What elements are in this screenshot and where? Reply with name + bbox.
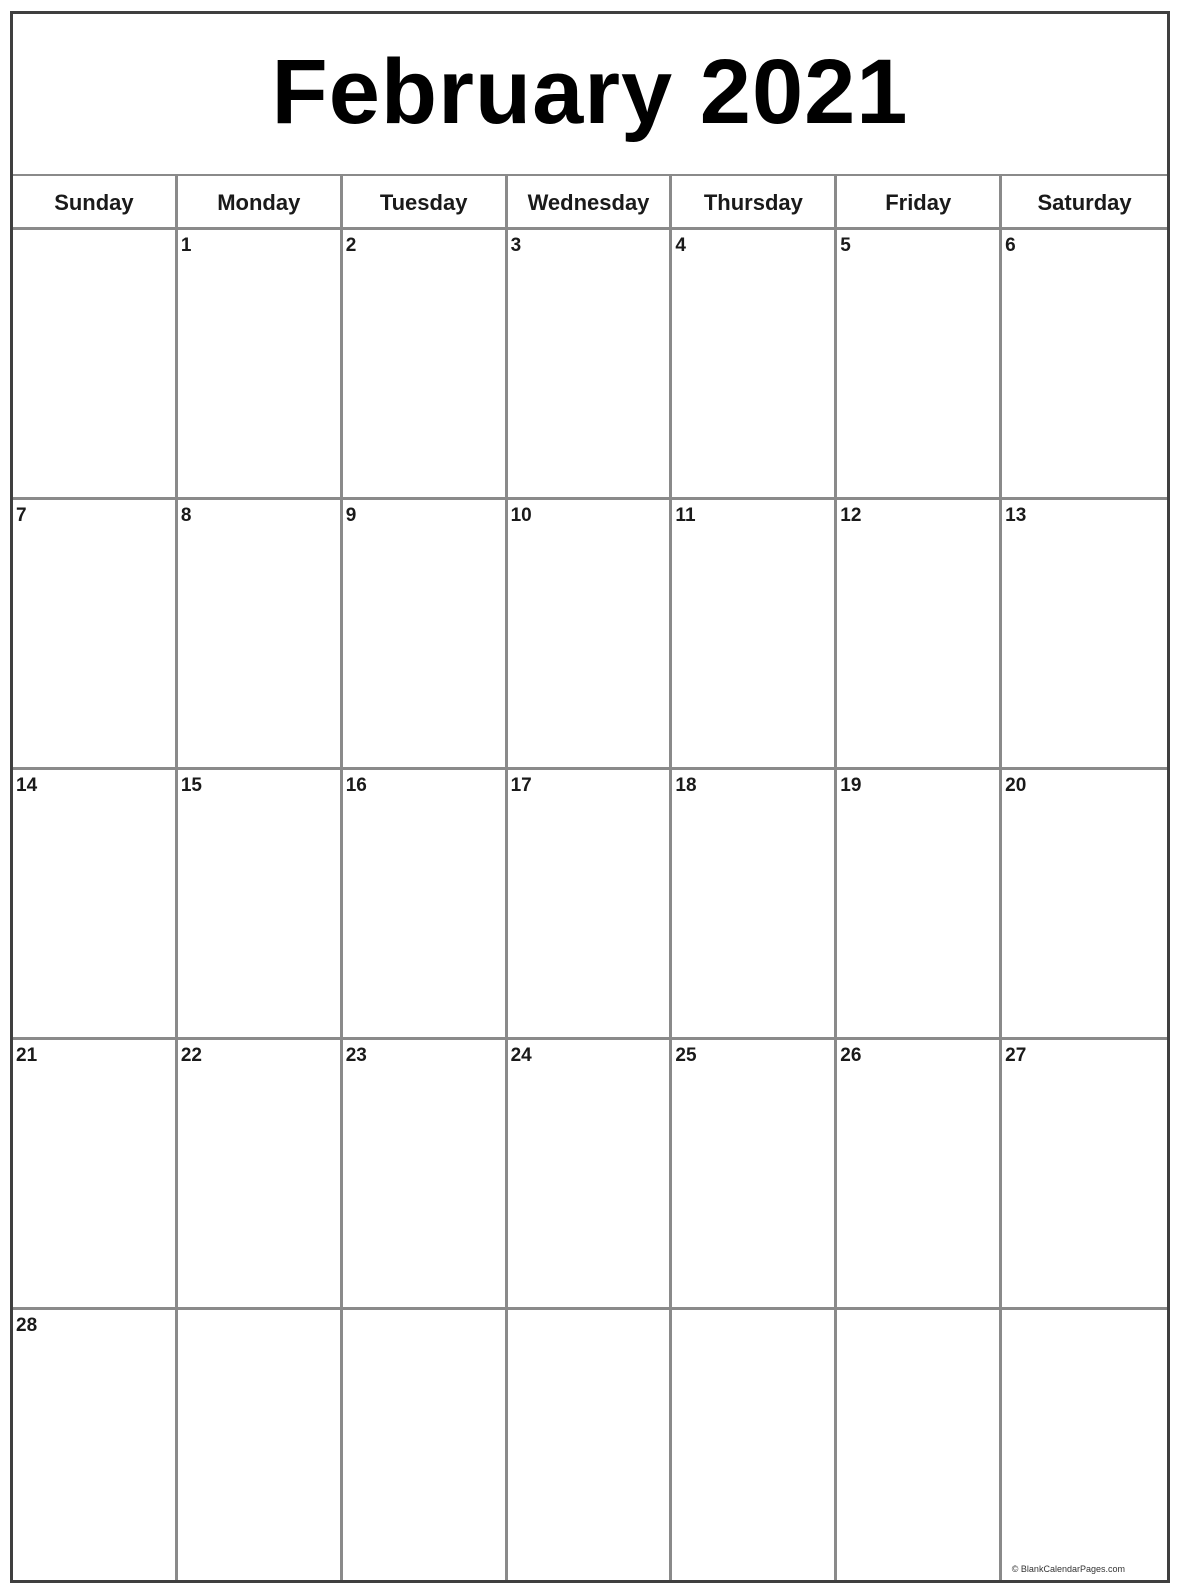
- day-number: 27: [1005, 1045, 1027, 1066]
- day-number: 20: [1005, 775, 1027, 796]
- weekday-monday: Monday: [178, 176, 343, 227]
- day-number: 17: [510, 775, 532, 796]
- weekday-wednesday: Wednesday: [508, 176, 673, 227]
- day-cell: [343, 770, 508, 1040]
- day-cell: [13, 1310, 178, 1580]
- day-cell: [837, 500, 1002, 770]
- day-cell: [13, 770, 178, 1040]
- day-number: 16: [345, 775, 367, 796]
- day-number: 13: [1005, 505, 1027, 526]
- day-cell: [837, 1310, 1002, 1580]
- weekday-saturday: Saturday: [1037, 189, 1132, 215]
- weekday-header-row: [13, 176, 1167, 230]
- calendar-title: February 2021: [271, 40, 909, 143]
- weekday-tuesday: Tuesday: [343, 176, 508, 227]
- day-cell: [1002, 500, 1167, 770]
- day-number: 11: [675, 505, 696, 526]
- day-cell: [343, 1040, 508, 1310]
- day-cell: [837, 770, 1002, 1040]
- day-cell: [672, 1310, 837, 1580]
- day-cell: [343, 500, 508, 770]
- day-number: 24: [510, 1045, 532, 1066]
- day-cell: [178, 230, 343, 500]
- day-cell: [672, 1040, 837, 1310]
- weekday-friday: Friday: [837, 176, 1002, 227]
- day-cell: [13, 230, 178, 500]
- day-number: 19: [840, 775, 862, 796]
- day-cell: [1002, 230, 1167, 500]
- day-number: 21: [16, 1045, 38, 1066]
- calendar-page: [10, 11, 1170, 1583]
- day-cell: [1002, 770, 1167, 1040]
- weekday-sunday: Sunday: [13, 176, 178, 227]
- day-cell: [508, 770, 673, 1040]
- day-number: 12: [840, 505, 862, 526]
- day-cell: [508, 230, 673, 500]
- day-cell: [1002, 1040, 1167, 1310]
- day-cell: [13, 1040, 178, 1310]
- day-cell: [672, 770, 837, 1040]
- day-number: 6: [1005, 235, 1016, 256]
- day-number: 7: [16, 505, 27, 526]
- day-cell: [837, 230, 1002, 500]
- day-number: 14: [16, 775, 38, 796]
- day-cell: [178, 770, 343, 1040]
- day-number: 15: [180, 775, 202, 796]
- day-cell: [178, 1310, 343, 1580]
- day-number: 4: [675, 235, 686, 256]
- day-cell: [508, 500, 673, 770]
- day-cell: [508, 1040, 673, 1310]
- day-number: 23: [345, 1045, 367, 1066]
- day-cell: [343, 1310, 508, 1580]
- footer-credit: © BlankCalendarPages.com: [1011, 1564, 1125, 1574]
- day-cell: [13, 500, 178, 770]
- day-number: 8: [180, 505, 192, 526]
- day-number: 2: [345, 235, 357, 256]
- day-number: 10: [510, 505, 532, 526]
- weekday-thursday: Thursday: [672, 176, 837, 227]
- day-cell: [508, 1310, 673, 1580]
- day-number: 18: [675, 775, 697, 796]
- day-cell: [837, 1040, 1002, 1310]
- day-cell: [343, 230, 508, 500]
- title-area: [13, 14, 1167, 176]
- day-cell: [178, 1040, 343, 1310]
- day-number: 5: [840, 235, 851, 256]
- day-cell: [672, 500, 837, 770]
- day-number: 26: [840, 1045, 862, 1066]
- day-cell: [672, 230, 837, 500]
- day-number: 3: [510, 235, 522, 256]
- day-number: 9: [345, 505, 357, 526]
- day-cell: [1002, 1310, 1167, 1580]
- day-cell: [178, 500, 343, 770]
- day-number: 28: [16, 1315, 38, 1336]
- calendar-grid: [13, 230, 1167, 1580]
- day-number: 1: [180, 235, 192, 256]
- day-number: 25: [675, 1045, 697, 1066]
- day-number: 22: [180, 1045, 202, 1066]
